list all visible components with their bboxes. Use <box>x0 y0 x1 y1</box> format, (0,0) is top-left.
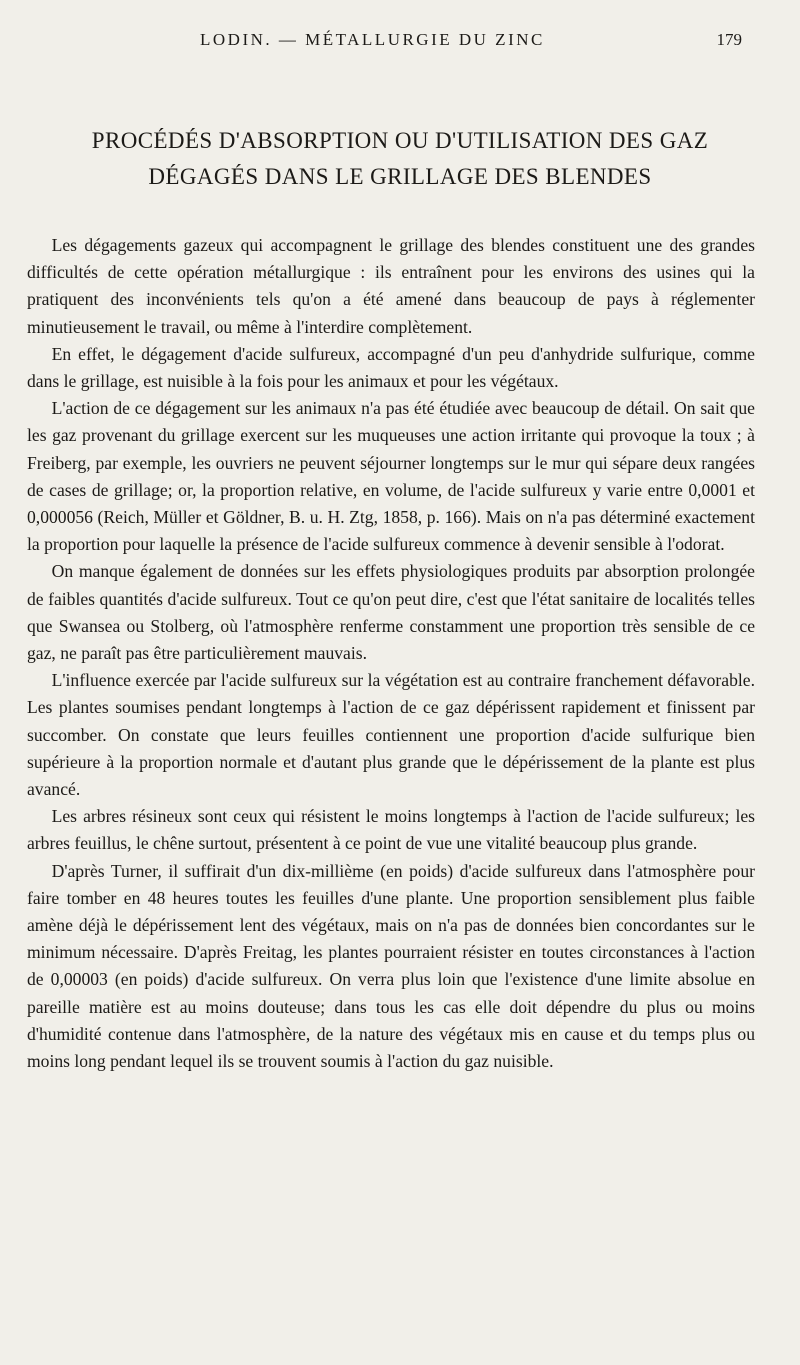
paragraph: Les arbres résineux sont ceux qui résistent le moins longtemps à l'action de l'acide sulfureux; les arbres feuillus, le chêne surtout, présentent à ce point de vue une vitalité beaucoup plus grande. <box>27 806 755 854</box>
section-title <box>40 123 760 195</box>
running-head <box>0 30 800 56</box>
paragraph: D'après Turner, il suffirait d'un dix-millième (en poids) d'acide sulfureux dans l'atmosphère pour faire tomber en 48 heures toutes les feuilles d'une plante. Une proportion sensiblement plus faible amène déjà le dépérissement lent des végétaux, mais on n'a pas de données bien concordantes sur le minimum nécessaire. D'après Freitag, les plantes pourraient résister en toutes circonstances à l'action de 0,00003 (en poids) d'acide sulfureux. On verra plus loin que l'existence d'une limite absolue en pareille matière est au moins douteuse; dans tous les cas elle doit dépendre du plus ou moins d'humidité contenue dans l'atmosphère, de la nature des végétaux mis en cause et du temps plus ou moins long pendant lequel ils se trouvent soumis à l'action du gaz nuisible. <box>27 860 755 1072</box>
paragraph: L'action de ce dégagement sur les animaux n'a pas été étudiée avec beaucoup de détail. On sait que les gaz provenant du grillage exercent sur les muqueuses une action irritante qui provoque la toux ; à Freiberg, par exemple, les ouvriers ne peuvent séjourner longtemps sur le mur qui sépare deux rangées de cases de grillage; or, la proportion relative, en volume, de l'acide sulfureux y varie entre 0,0001 et 0,000056 (Reich, Müller et Göldner, B. u. H. Ztg, 1858, p. 166). Mais on n'a pas déterminé exactement la proportion pour laquelle la présence de l'acide sulfureux commence à devenir sensible à l'odorat. <box>27 398 755 555</box>
section-title-line-1: PROCÉDÉS D'ABSORPTION OU D'UTILISATION DES GAZ <box>91 128 709 153</box>
body-text <box>27 232 755 1075</box>
paragraph: L'influence exercée par l'acide sulfureux sur la végétation est au contraire franchement défavorable. Les plantes soumises pendant longtemps à l'action de ce gaz dépérissent rapidement et finissent par succomber. On constate que leurs feuilles contiennent une proportion d'acide sulfurique bien supérieure à la proportion normale et d'autant plus grande que le dépérissement de la plante est plus avancé. <box>27 670 755 800</box>
section-title-line-2: DÉGAGÉS DANS LE GRILLAGE DES BLENDES <box>148 164 652 189</box>
running-head-title: LODIN. — MÉTALLURGIE DU ZINC <box>200 30 545 49</box>
paragraph: En effet, le dégagement d'acide sulfureux, accompagné d'un peu d'anhydride sulfurique, comme dans le grillage, est nuisible à la fois pour les animaux et pour les végétaux. <box>27 343 755 392</box>
paragraph: Les dégagements gazeux qui accompagnent le grillage des blendes constituent une des grandes difficultés de cette opération métallurgique : ils entraînent pour les environs des usines qui la pratiquent des inconvénients tels qu'on a été amené dans beaucoup de pays à réglementer minutieusement le travail, ou même à l'interdire complètement. <box>27 235 755 337</box>
page-number: 179 <box>716 30 742 49</box>
paragraph: On manque également de données sur les effets physiologiques produits par absorption prolongée de faibles quantités d'acide sulfureux. Tout ce qu'on peut dire, c'est que l'état sanitaire de localités telles que Swansea ou Stolberg, où l'atmosphère renferme constamment une proportion très sensible de ce gaz, ne paraît pas être particulièrement mauvais. <box>27 561 755 664</box>
